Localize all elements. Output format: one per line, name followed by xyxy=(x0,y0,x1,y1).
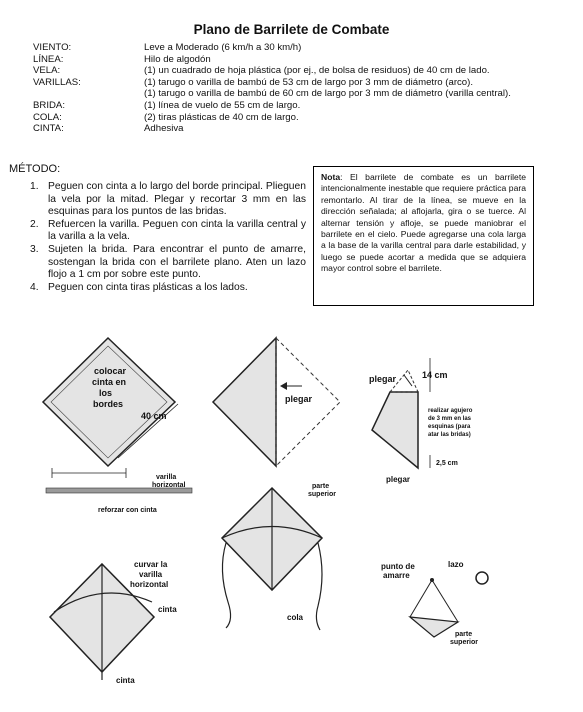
spec-label: COLA: xyxy=(33,111,62,123)
fold-label: plegar xyxy=(285,394,313,404)
size-label: 40 cm xyxy=(141,411,167,421)
size-top-label: 14 cm xyxy=(422,370,448,380)
cut-sail xyxy=(372,392,418,468)
bridle-line-right xyxy=(432,580,458,622)
tail-left xyxy=(222,543,230,628)
step-number: 4. xyxy=(30,281,39,293)
size-bottom-label: 2,5 cm xyxy=(436,460,458,467)
spec-value-line: Hilo de algodón xyxy=(144,53,211,65)
bridle-top-label-2: superior xyxy=(450,639,479,646)
bridle-line-left xyxy=(410,580,432,617)
note-label: Nota xyxy=(321,172,341,182)
diagram-bend-stick xyxy=(50,560,177,685)
method-heading: MÉTODO: xyxy=(9,163,61,175)
spec-value-line: (1) línea de vuelo de 55 cm de largo. xyxy=(144,99,301,111)
spec-value-line: (2) tiras plásticas de 40 cm de largo. xyxy=(144,111,299,123)
diagram-sail-tape xyxy=(43,338,178,466)
fold-bottom-label: plegar xyxy=(386,475,411,484)
bend-label-1: curvar la xyxy=(134,560,168,569)
spec-value-line: (1) tarugo o varilla de bambú de 60 cm de largo por 3 mm de diámetro (varilla central). xyxy=(144,88,511,100)
fold-top-label: plegar xyxy=(369,374,397,384)
diagram-stick xyxy=(46,468,192,514)
diagram-assembled-kite xyxy=(222,483,336,630)
holes-label-2: de 3 mm en las xyxy=(428,416,472,422)
page-title: Plano de Barrilete de Combate xyxy=(193,22,390,37)
step-text: Peguen con cinta tiras plásticas a los lados. xyxy=(48,281,248,293)
top-label-2: superior xyxy=(308,491,337,498)
loop-label: lazo xyxy=(448,560,464,569)
bend-label-3: horizontal xyxy=(130,580,169,589)
bend-label-2: varilla xyxy=(139,570,163,579)
tail-right xyxy=(316,543,322,630)
step-text: Peguen con cinta a lo largo del borde principal. Plieguen la vela por la mitad. Plegar y recortar 3 mm en las esquinas para los puntos de las bridas. xyxy=(48,181,306,218)
spec-label: VARILLAS: xyxy=(33,76,81,88)
tape-label-2: cinta en xyxy=(92,377,127,387)
spec-value-line: (1) tarugo o varilla de bambú de 53 cm de largo por 3 mm de diámetro (arco). xyxy=(144,76,474,88)
stick-label-2: horizontal xyxy=(152,482,186,489)
loop-knot xyxy=(476,572,488,584)
tape-right-label: cinta xyxy=(158,605,177,614)
tape-label-1: colocar xyxy=(94,366,127,376)
holes-label-4: atar las bridas) xyxy=(428,432,471,438)
note-text: : El barrilete de combate es un barrilete intencionalmente inestable que requiere práctica para remontarlo. Al tirar de la línea, se mueve en la dirección señalada; al aflojarla, gira o se tuerce. Al alternar tensión y afloje, se puede maniobrar el barrilete en el cielo. Puede agregarse una cola larga a la base de la varilla central para darle estabilidad, y luego se puede acortar a medida que se adquiera mayor control sobre el barrilete. xyxy=(321,172,526,274)
bridle-sail xyxy=(410,617,458,637)
step-number: 1. xyxy=(30,181,39,192)
spec-label: CINTA: xyxy=(33,123,64,135)
spec-value-line: (1) un cuadrado de hoja plástica (por ej., de bolsa de residuos) de 40 cm de lado. xyxy=(144,65,490,77)
folded-half xyxy=(213,338,276,466)
tape-bottom-label: cinta xyxy=(116,676,135,685)
tape-label-4: bordes xyxy=(93,399,124,409)
step-number: 3. xyxy=(30,243,39,255)
diagram-cut-corners xyxy=(369,358,473,484)
diagram-bridle xyxy=(381,560,488,646)
tape-label-3: los xyxy=(99,388,113,398)
spec-value-line: Adhesiva xyxy=(144,123,184,135)
spec-label: VELA: xyxy=(33,65,61,77)
step-text: Refuercen la varilla. Peguen con cinta la varilla central y la varilla a la vela. xyxy=(48,218,306,243)
step-text: Sujeten la brida. Para encontrar el punto de amarre, sostengan la brida con el barrilete plano. Aten un lazo flojo a 1 cm por sobre este punto. xyxy=(48,243,306,281)
top-label-1: parte xyxy=(312,483,330,490)
tie-point xyxy=(430,578,434,582)
spec-value-line: Leve a Moderado (6 km/h a 30 km/h) xyxy=(144,42,302,53)
step-number: 2. xyxy=(30,218,39,230)
spec-label: LÍNEA: xyxy=(33,53,64,65)
spec-label: BRIDA: xyxy=(33,99,65,111)
tail-label: cola xyxy=(287,613,304,622)
point-label-2: amarre xyxy=(383,571,410,580)
bridle-top-label-1: parte xyxy=(455,631,473,638)
holes-label-3: esquinas (para xyxy=(428,424,471,430)
stick-label-1: varilla xyxy=(156,474,177,481)
point-label-1: punto de xyxy=(381,562,415,571)
holes-label-1: realizar agujero xyxy=(428,408,473,414)
reinforce-label: reforzar con cinta xyxy=(98,507,157,514)
diagram-fold xyxy=(213,338,340,466)
spec-label: VIENTO: xyxy=(33,42,72,53)
fold-arrowhead xyxy=(280,382,287,390)
